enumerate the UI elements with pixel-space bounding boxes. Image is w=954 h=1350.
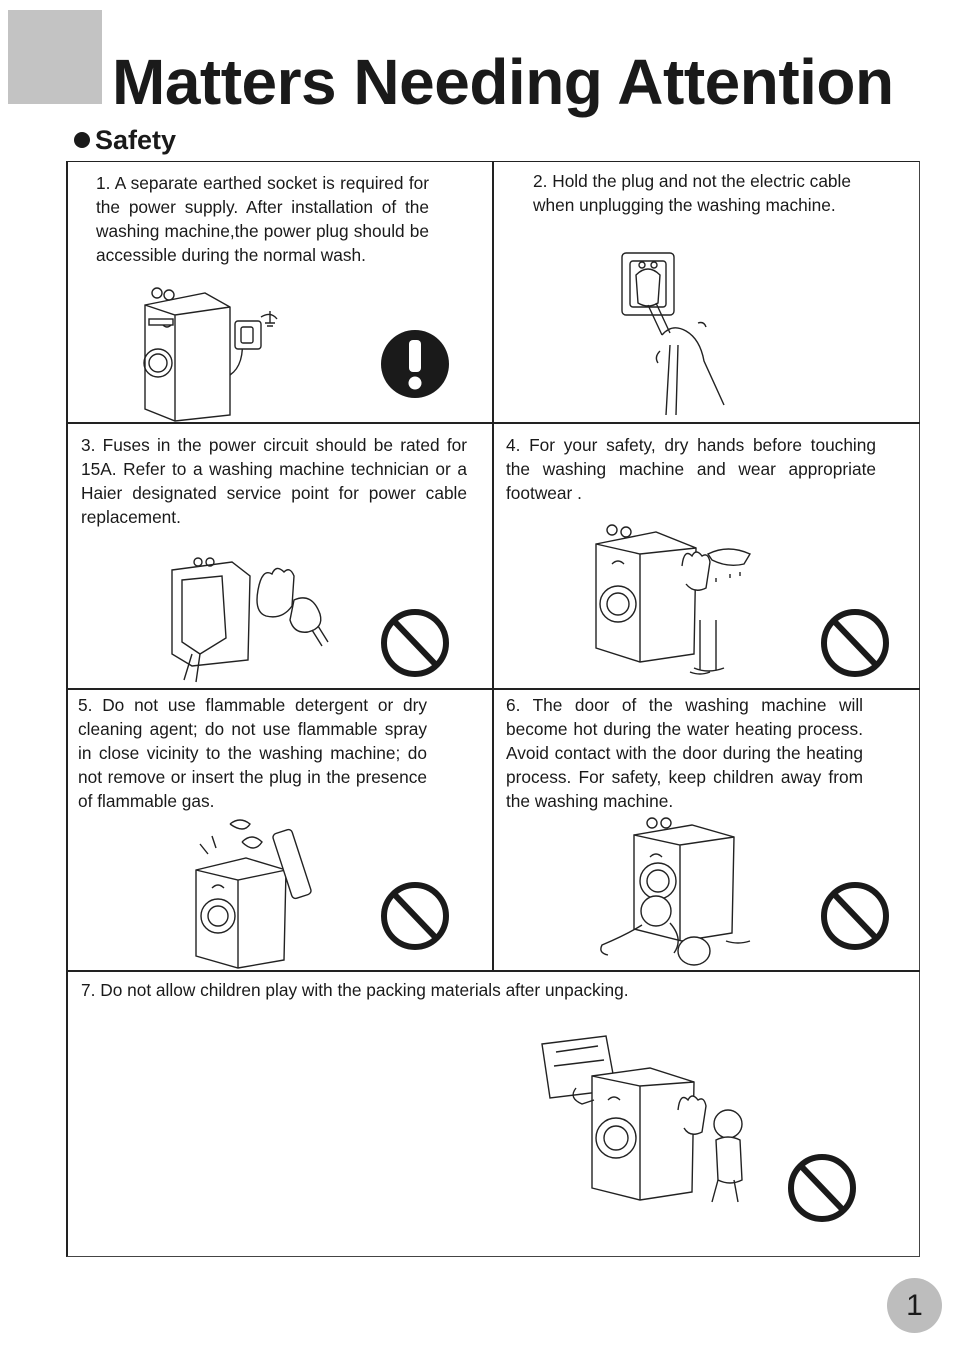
section-title: Safety	[95, 125, 177, 155]
safety-item-2-text: 2. Hold the plug and not the electric cable when unplugging the washing machine.	[533, 171, 851, 215]
grid-divider-row2	[66, 688, 920, 690]
safety-item-7-text: 7. Do not allow children play with the packing materials after unpacking.	[81, 980, 629, 1000]
page-number: 1	[906, 1288, 923, 1322]
dry-hands-illustration	[590, 520, 760, 678]
grid-divider-vertical	[492, 162, 494, 971]
bullet-icon	[74, 132, 90, 148]
exclamation-icon	[379, 328, 451, 400]
prohibited-icon	[819, 880, 891, 952]
header-corner-block	[8, 10, 102, 104]
prohibited-icon	[819, 607, 891, 679]
packing-materials-illustration	[536, 1032, 750, 1214]
plug-fuse-illustration	[162, 550, 337, 685]
grid-divider-row3	[66, 970, 920, 972]
prohibited-icon	[786, 1152, 858, 1224]
safety-item-3-text: 3. Fuses in the power circuit should be rated for 15A. Refer to a washing machine technician or a Haier designated service point for power cable replacement.	[81, 435, 467, 527]
prohibited-icon	[379, 880, 451, 952]
section-heading	[74, 124, 176, 156]
prohibited-icon	[379, 607, 451, 679]
safety-item-4-text: 4. For your safety, dry hands before touching the washing machine and wear appropriate footwear .	[506, 435, 876, 503]
hand-unplugging-illustration	[612, 245, 732, 415]
child-near-door-illustration	[596, 815, 758, 967]
safety-item-6-text: 6. The door of the washing machine will become hot during the water heating process. Avoid contact with the door during the heating process. For safety, keep children away from the washing machine.	[506, 695, 863, 811]
safety-item-5-text: 5. Do not use flammable detergent or dry cleaning agent; do not use flammable spray in close vicinity to the washing machine; do not remove or insert the plug in the presence of flammable gas.	[78, 695, 427, 811]
safety-item-1-text: 1. A separate earthed socket is required for the power supply. After installation of the washing machine,the power plug should be accessible during the normal wash.	[96, 173, 429, 265]
page-title: Matters Needing Attention	[112, 46, 894, 118]
page-number-badge	[887, 1278, 942, 1333]
flammable-spray-illustration	[190, 812, 320, 970]
washing-machine-socket-illustration	[135, 285, 285, 425]
